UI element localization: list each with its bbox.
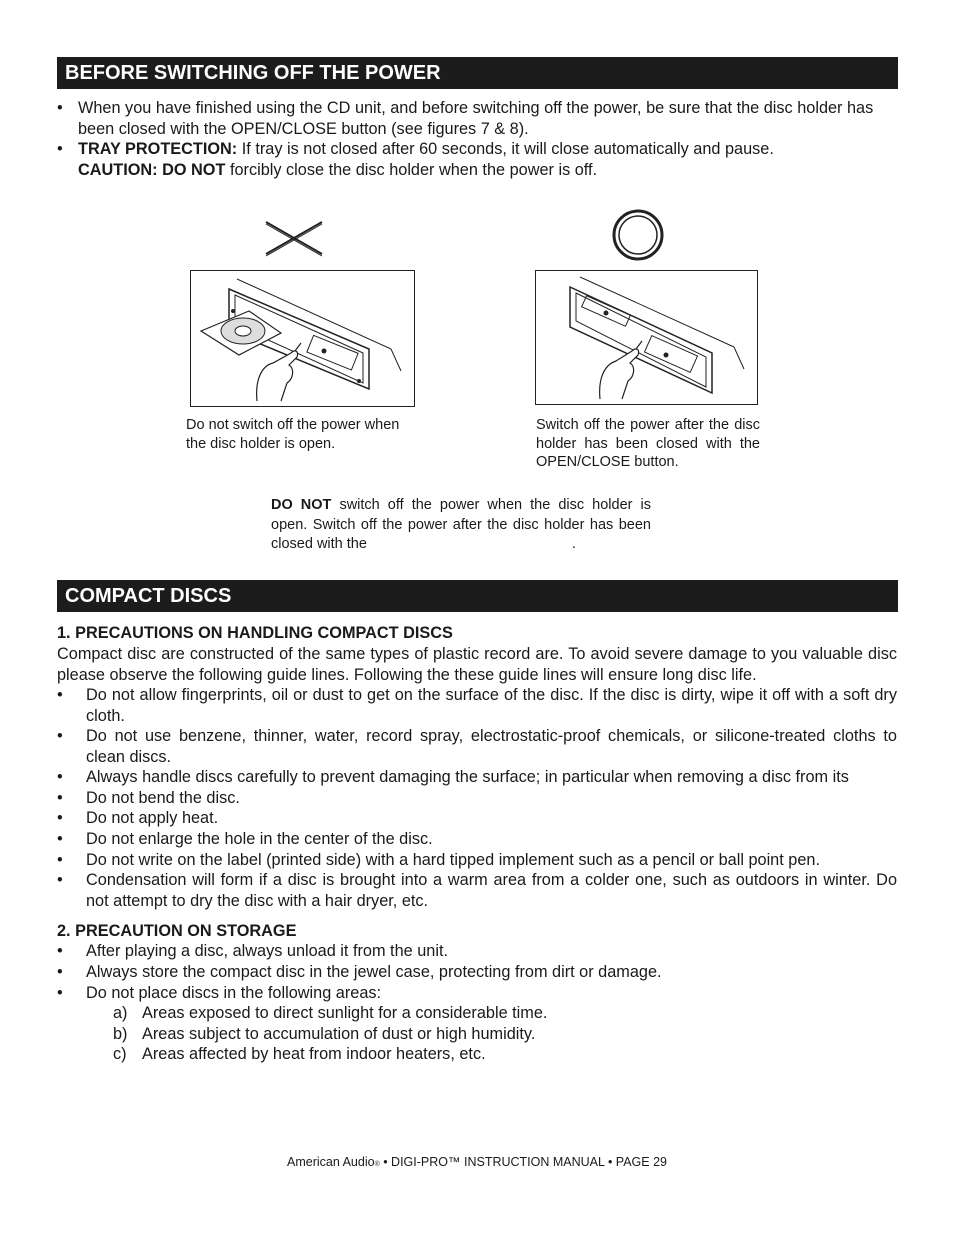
tray-protection-label: TRAY PROTECTION:: [78, 140, 238, 158]
bullet-dot: •: [57, 963, 63, 981]
handling-item: Do not use benzene, thinner, water, record spray, electrostatic-proof chemicals, or silicone-treated cloths to clean discs.: [86, 727, 897, 766]
area-letter: a): [113, 1004, 128, 1022]
section-header-compact-discs: COMPACT DISCS: [57, 580, 898, 612]
caution-label: CAUTION: DO NOT: [78, 160, 226, 179]
correct-circle-icon: [611, 208, 665, 262]
handling-intro: Compact disc are constructed of the same types of plastic record are. To avoid severe damage to you valuable disc please observe the following guide lines. Following the these guide lines will ensure long disc life.: [57, 645, 897, 684]
area-item: Areas exposed to direct sunlight for a considerable time.: [142, 1004, 548, 1022]
bullet-dot: •: [57, 768, 63, 786]
handling-item: Do not write on the label (printed side) with a hard tipped implement such as a pencil or ball point pen.: [86, 851, 820, 869]
figure-tray-open: [190, 270, 415, 407]
heading-storage: 2. PRECAUTION ON STORAGE: [57, 922, 297, 940]
bullet-dot: •: [57, 809, 63, 827]
handling-item: Do not enlarge the hole in the center of the disc.: [86, 830, 433, 848]
storage-item: After playing a disc, always unload it from the unit.: [86, 942, 448, 960]
handling-item: Condensation will form if a disc is brought into a warm area from a colder one, such as outdoors in winter. Do not attempt to dry the disc with a hair dryer, etc.: [86, 871, 897, 910]
bullet-dot: •: [57, 851, 63, 869]
figure-right-caption: Switch off the power after the disc holder has been closed with the OPEN/CLOSE button.: [536, 417, 760, 470]
figure-left-caption: Do not switch off the power when the disc holder is open.: [186, 417, 400, 452]
bullet-dot: •: [57, 727, 63, 745]
area-item: Areas subject to accumulation of dust or high humidity.: [142, 1025, 536, 1043]
bullet-dot: •: [57, 99, 63, 117]
page-footer: American Audio® • DIGI-PRO™ INSTRUCTION MANUAL • PAGE 29: [287, 1155, 667, 1169]
bullet-dot: •: [57, 830, 63, 848]
section-header-power: BEFORE SWITCHING OFF THE POWER: [57, 57, 898, 89]
area-letter: c): [113, 1045, 127, 1063]
storage-item: Do not place discs in the following areas:: [86, 984, 382, 1002]
bullet-dot: •: [57, 984, 63, 1002]
storage-item: Always store the compact disc in the jewel case, protecting from dirt or damage.: [86, 963, 662, 981]
handling-item: Do not bend the disc.: [86, 789, 240, 807]
figure-note: DO NOT switch off the power when the disc holder is open. Switch off the power after the disc holder has been closed with the .: [271, 497, 651, 552]
handling-item: Do not apply heat.: [86, 809, 219, 827]
heading-handling: 1. PRECAUTIONS ON HANDLING COMPACT DISCS: [57, 624, 453, 642]
bullet-dot: •: [57, 942, 63, 960]
handling-item: Always handle discs carefully to prevent damaging the surface; in particular when removing a disc from its: [86, 768, 849, 786]
bullet-dot: •: [57, 686, 63, 704]
handling-item: Do not allow fingerprints, oil or dust to get on the surface of the disc. If the disc is dirty, wipe it off with a soft dry cloth.: [86, 686, 897, 725]
power-off-instruction: When you have finished using the CD unit, and before switching off the power, be sure that the disc holder has been closed with the OPEN/CLOSE button (see figures 7 & 8).: [78, 99, 874, 138]
tray-protection-text: TRAY PROTECTION: If tray is not closed after 60 seconds, it will close automatically and pause. CAUTION: DO NOT forcibly close the disc holder when the power is off.: [78, 140, 774, 179]
bullet-dot: •: [57, 140, 63, 158]
bullet-dot: •: [57, 789, 63, 807]
bullet-dot: •: [57, 871, 63, 889]
area-item: Areas affected by heat from indoor heaters, etc.: [142, 1045, 486, 1063]
incorrect-x-icon: [262, 218, 326, 258]
area-letter: b): [113, 1025, 128, 1043]
figure-tray-closed: [535, 270, 758, 405]
